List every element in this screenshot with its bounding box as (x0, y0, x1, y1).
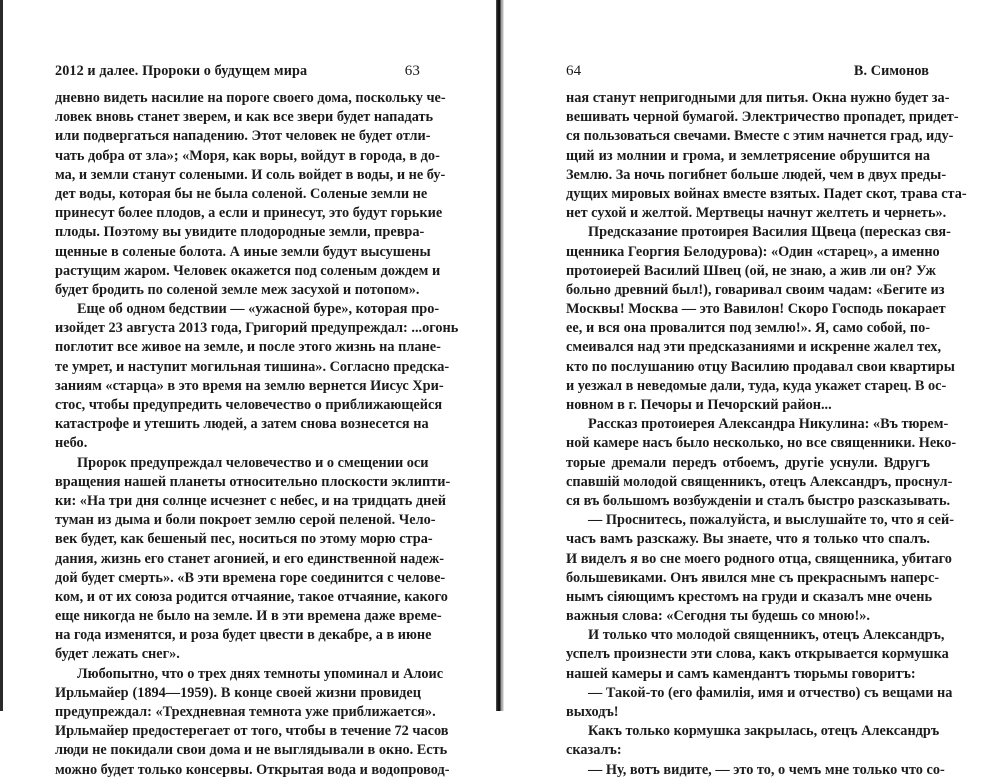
text-line: плоды. Поэтому вы увидите плодородные земли, превра- (55, 224, 425, 241)
text-line: протоиерей Василий Швец (ой, не знаю, а жив ли он? Уж (566, 262, 936, 279)
text-line: Пророк предупреждал человечество и о смещении оси (77, 454, 429, 471)
text-line: ловек вновь станет зверем, и как все звери будет нападать (55, 109, 434, 126)
text-line: небо. (55, 435, 88, 452)
text-line: кто по послушанию отцу Василию продавал свои квартиры (566, 358, 955, 375)
text-line: И виделъ я во сне моего родного отца, священника, убитаго (566, 550, 952, 567)
page-body-text (55, 89, 459, 780)
text-line: туман из дыма и боли покроет землю серой пеленой. Чело- (55, 512, 436, 529)
text-line: вешивать черной бумагой. Электричество пропадет, придет- (566, 109, 959, 126)
text-line: щий из молнии и грома, и землетрясение обрушится на (566, 147, 930, 164)
book-spine (496, 0, 504, 711)
right-page (504, 0, 1000, 778)
left-page (3, 0, 496, 778)
text-line: нашей камеры и самъ камендантъ тюрьмы говоритъ: (566, 665, 916, 682)
text-line: дневно видеть насилие на пороге своего дома, поскольку че- (55, 90, 446, 106)
text-line: или подвергаться нападению. Этот человек не будет отли- (55, 128, 431, 145)
text-line: дания, жизнь его станет агонией, и его единственной надеж- (55, 550, 445, 567)
text-line: заниям «старца» в это время на землю вернется Иисус Хри- (55, 377, 444, 394)
text-line: катастрофе и утешить людей, а затем снова вознесется на (55, 416, 429, 433)
text-line: Москвы! Москва — это Вавилон! Скоро Господь покарает (566, 301, 946, 318)
text-line: поглотит все живое на земле, и после этого жизнь на плане- (55, 339, 441, 356)
text-line: ная станут непригодными для питья. Окна нужно будет за- (566, 90, 950, 106)
text-line: нет сухой и желтой. Мертвецы начнут желтеть и чернеть». (566, 205, 947, 222)
text-line: будет бродить по соленой земле меж засухой и потопом». (55, 281, 420, 298)
running-header (55, 63, 420, 83)
page-number: 64 (566, 63, 582, 79)
text-line: сказалъ: (566, 742, 622, 759)
text-line: нымъ сіяющимъ крестомъ на груди и сказалъ мне очень (566, 588, 933, 605)
text-line: будет лежать снег». (55, 646, 180, 663)
text-line: спавшій молодой священникъ, отецъ Александръ, проснул- (566, 473, 953, 490)
text-line: дет воды, которая бы не была соленой. Соленые земли не (55, 185, 428, 202)
text-line: век будет, как бешеный пес, носиться по этому морю стра- (55, 531, 433, 548)
text-line: ее, и вся она провалится под землю!». Я, само собой, по- (566, 320, 930, 337)
text-line: новном в г. Печоры и Печорский район... (566, 397, 832, 413)
running-header (566, 63, 929, 83)
text-line: можно будет только консервы. Открытая вода и водопровод- (55, 761, 450, 778)
text-line: — Ну, вотъ видите, — это то, о чемъ мне только что со- (588, 761, 945, 778)
text-line: предупреждал: «Трехдневная темнота уже приближается». (55, 704, 436, 720)
text-line: ма, и земли станут солеными. И соль войдет в воды, и не бу- (55, 166, 446, 183)
text-line: стос, чтобы предупредить человечество о приближающейся (55, 397, 443, 413)
text-line: И только что молодой священникъ, отецъ Александръ, (588, 627, 945, 644)
text-line: щенника Георгия Белодурова): «Один «старец», а именно (566, 243, 940, 260)
text-line: успелъ произнести эти слова, какъ открывается кормушка (566, 646, 949, 663)
text-line: дущих мировых войнах вместе взятых. Падет скот, трава ста- (566, 185, 967, 202)
page-body-text (566, 89, 967, 780)
text-line: дой будет смерть». «В эти времена горе соединится с челове- (55, 569, 446, 586)
text-line: люди не покидали свои дома и не выглядывали в окно. Есть (55, 742, 448, 759)
text-line: торые дремали передъ отбоемъ, другіе уснули. Вдругъ (566, 454, 930, 471)
text-line: — Проснитесь, пожалуйста, и выслушайте то, что я сей- (588, 512, 954, 529)
text-line: большевиками. Онъ явился мне съ прекраснымъ наперс- (566, 569, 940, 586)
text-line: Рассказ протоиерея Александра Никулина: «Въ тюрем- (588, 416, 949, 433)
text-line: щенные в соленые болота. А иные земли будут высушены (55, 243, 431, 260)
text-line: Еще об одном бедствии — «ужасной буре», которая про- (77, 301, 440, 318)
text-line: Какъ только кормушка закрылась, отецъ Александръ (588, 723, 940, 740)
text-line: — Такой-то (его фамилія, имя и отчество) съ вещами на (588, 684, 953, 701)
page-number: 63 (404, 63, 420, 79)
text-line: больно древний был!), говаривал своим чадам: «Бегите из (566, 281, 945, 298)
text-line: принесут более плодов, а если и принесут, это будут горькие (55, 205, 443, 222)
text-line: выходъ! (566, 704, 619, 720)
text-line: часъ вамъ разскажу. Вы знаете, что я только что спалъ. (566, 531, 930, 548)
text-line: и уезжал в неведомые дали, туда, куда укажет старец. В ос- (566, 377, 947, 394)
text-line: Ирльмайер (1894—1959). В конце своей жизни провидец (55, 684, 421, 701)
text-line: еще никогда не было на земле. И в эти времена даже време- (55, 608, 442, 625)
text-line: смеивался над эти предсказаниями и искренне жалел тех, (566, 339, 942, 356)
text-line: ком, и от их союза родится отчаяние, такое отчаяние, какого (55, 588, 448, 605)
text-line: чать добра от зла»; «Моря, как воры, войдут в города, в до- (55, 147, 440, 164)
text-line: вращения нашей планеты относительно плоскости эклипти- (55, 473, 451, 490)
text-line: Предсказание протоирея Василия Щвеца (пересказ свя- (588, 224, 951, 241)
text-line: важныя слова: «Сегодня ты будешь со мною!». (566, 608, 870, 625)
text-line: изойдет 23 августа 2013 года, Григорий предупреждал: ...огонь (55, 320, 459, 337)
header-author: В. Симонов (853, 63, 929, 79)
text-line: на года изменятся, и роза будет цвести в декабре, а в июне (55, 627, 432, 644)
text-line: ся въ большомъ возбужденіи и сталъ быстро разсказывать. (566, 492, 951, 509)
text-line: ки: «На три дня солнце исчезнет с небес, и на тридцать дней (55, 492, 446, 509)
text-line: ся пользоваться свечами. Вместе с этим начнется град, иду- (566, 128, 954, 145)
text-line: растущим жаром. Человек окажется под соленым дождем и (55, 262, 441, 279)
text-line: Любопытно, что о трех днях темноты упоминал и Алоис (77, 665, 444, 682)
text-line: Землю. За ночь погибнет больше людей, чем в двух преды- (566, 166, 947, 183)
text-line: Ирльмайер предостерегает от того, чтобы в течение 72 часов (55, 723, 449, 740)
text-line: те умрет, и наступит могильная тишина». Согласно предска- (55, 358, 450, 375)
header-title: 2012 и далее. Пророки о будущем мира (55, 63, 308, 79)
text-line: ной камере насъ было несколько, но все священники. Неко- (566, 435, 957, 452)
